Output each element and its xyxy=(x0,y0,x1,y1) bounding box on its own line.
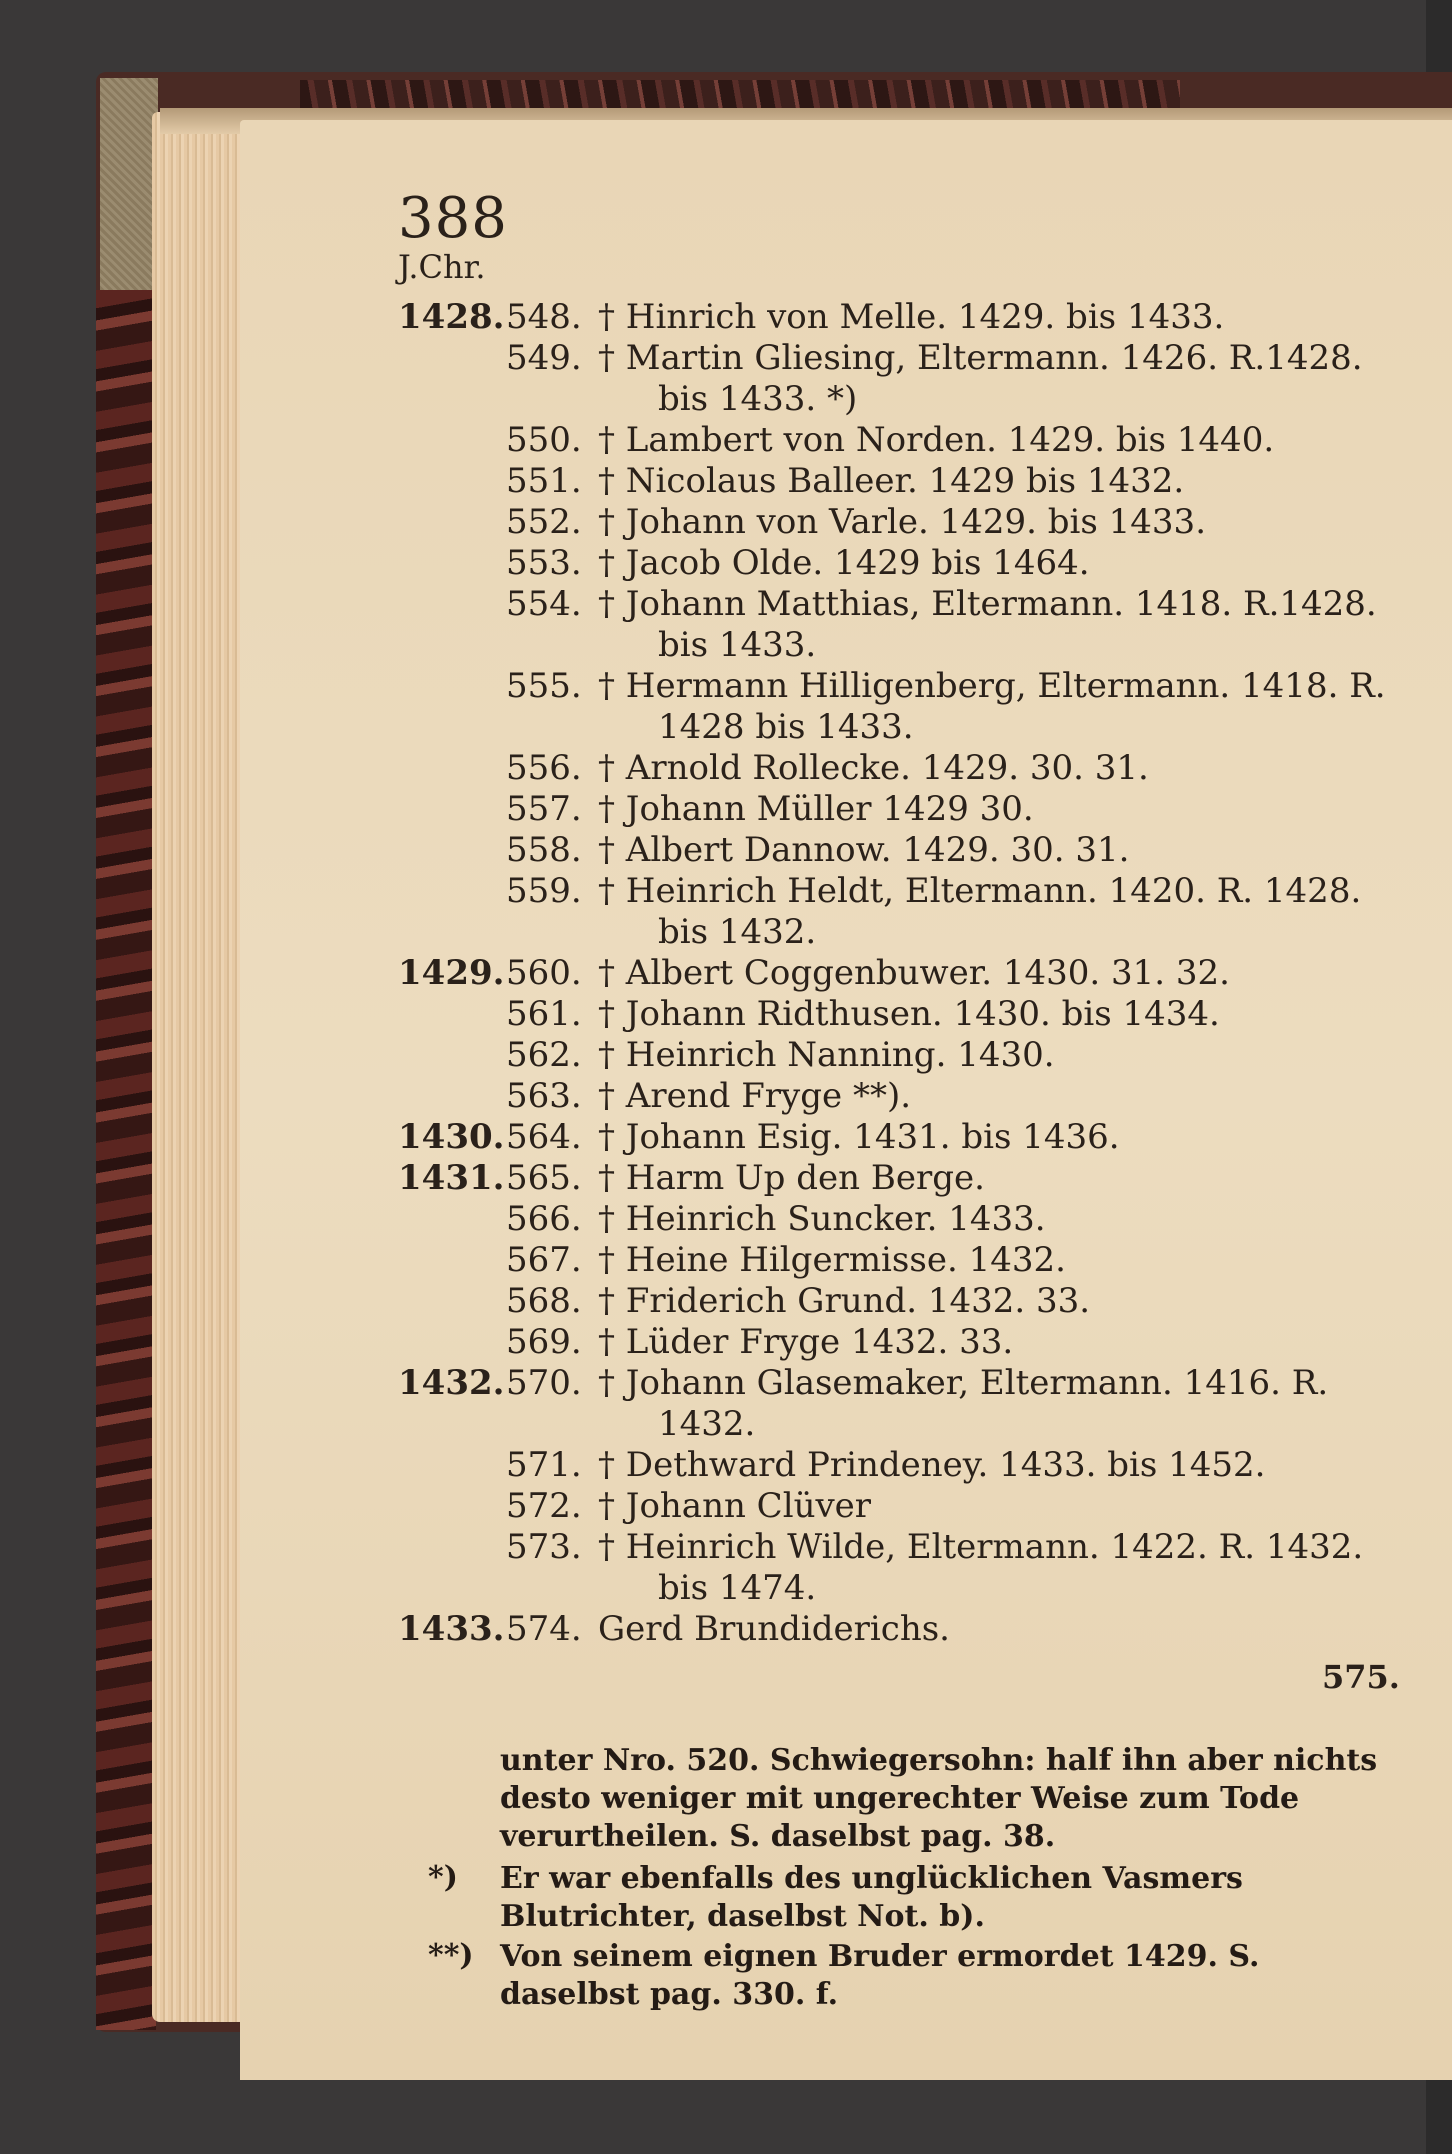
entry-year: 1429. xyxy=(398,953,505,993)
entry-number: 554. xyxy=(506,584,582,624)
entry-text: † Albert Coggenbuwer. 1430. 31. 32. xyxy=(598,953,1230,993)
entry-number: 563. xyxy=(506,1076,582,1116)
entry-year: 1433. xyxy=(398,1609,505,1649)
entry-number: 559. xyxy=(506,871,582,911)
footnote-text: Von seinem eignen Bruder ermordet 1429. S. daselbst pag. 330. f. xyxy=(500,1939,1260,2012)
entry-text: † Albert Dannow. 1429. 30. 31. xyxy=(598,830,1130,870)
entry-year: 1431. xyxy=(398,1158,505,1198)
entry-text: † Heine Hilgermisse. 1432. xyxy=(598,1240,1066,1280)
entry-number: 548. xyxy=(506,297,582,337)
entry-text: † Friderich Grund. 1432. 33. xyxy=(598,1281,1091,1321)
entry-year: 1428. xyxy=(398,297,505,337)
entry-number: 567. xyxy=(506,1240,582,1280)
entry-number: 562. xyxy=(506,1035,582,1075)
entry-text: † Lüder Fryge 1432. 33. xyxy=(598,1322,1014,1362)
entry-text: † Hinrich von Melle. 1429. bis 1433. xyxy=(598,297,1225,337)
entry-continuation: 1432. xyxy=(658,1404,756,1444)
entry-continuation: bis 1433. *) xyxy=(658,379,858,419)
footnote-text: Er war ebenfalls des unglücklichen Vasmers Blutrichter, daselbst Not. b). xyxy=(500,1861,1243,1934)
entry-continuation: bis 1433. xyxy=(658,625,817,665)
entry-number: 551. xyxy=(506,461,582,501)
entry-number: 555. xyxy=(506,666,582,706)
entry-number: 568. xyxy=(506,1281,582,1321)
entry-number: 550. xyxy=(506,420,582,460)
entry-number: 569. xyxy=(506,1322,582,1362)
entry-year: 1430. xyxy=(398,1117,505,1157)
entry-text: † Heinrich Suncker. 1433. xyxy=(598,1199,1046,1239)
entry-text: † Heinrich Nanning. 1430. xyxy=(598,1035,1055,1075)
entry-number: 557. xyxy=(506,789,582,829)
entry-text: † Johann Esig. 1431. bis 1436. xyxy=(598,1117,1120,1157)
entry-number: 553. xyxy=(506,543,582,583)
entry-text: † Heinrich Wilde, Eltermann. 1422. R. 1432. xyxy=(598,1527,1364,1567)
entry-number: 573. xyxy=(506,1527,582,1567)
footnote-text: unter Nro. 520. Schwiegersohn: half ihn aber nichts desto weniger mit ungerechter Weise zum Tode verurtheilen. S. daselbst pag. 38. xyxy=(500,1743,1378,1854)
entry-number: 570. xyxy=(506,1363,582,1403)
entry-number: 560. xyxy=(506,953,582,993)
entry-number: 558. xyxy=(506,830,582,870)
entry-number: 552. xyxy=(506,502,582,542)
entry-text: † Harm Up den Berge. xyxy=(598,1158,985,1198)
entry-text: † Johann Clüver xyxy=(598,1486,872,1526)
entry-number: 571. xyxy=(506,1445,582,1485)
entry-text: † Nicolaus Balleer. 1429 bis 1432. xyxy=(598,461,1185,501)
entry-continuation: bis 1432. xyxy=(658,912,817,952)
entry-text: † Johann Glasemaker, Eltermann. 1416. R. xyxy=(598,1363,1329,1403)
entry-text: † Hermann Hilligenberg, Eltermann. 1418. R. xyxy=(598,666,1386,706)
entry-year: 1432. xyxy=(398,1363,505,1403)
entry-number: 572. xyxy=(506,1486,582,1526)
footnote-mark: *) xyxy=(428,1860,458,1895)
entry-number: 565. xyxy=(506,1158,582,1198)
entry-text: † Johann Müller 1429 30. xyxy=(598,789,1034,829)
entry-number: 574. xyxy=(506,1609,582,1649)
entry-text: † Arnold Rollecke. 1429. 30. 31. xyxy=(598,748,1149,788)
catchword: 575. xyxy=(1322,1658,1400,1696)
entry-text: † Jacob Olde. 1429 bis 1464. xyxy=(598,543,1090,583)
entry-number: 549. xyxy=(506,338,582,378)
entry-text: † Johann von Varle. 1429. bis 1433. xyxy=(598,502,1206,542)
entry-text: † Dethward Prindeney. 1433. bis 1452. xyxy=(598,1445,1266,1485)
entry-text: † Johann Ridthusen. 1430. bis 1434. xyxy=(598,994,1220,1034)
entry-text: † Lambert von Norden. 1429. bis 1440. xyxy=(598,420,1275,460)
era-label: J.Chr. xyxy=(398,248,486,286)
entry-number: 564. xyxy=(506,1117,582,1157)
footnote-mark: **) xyxy=(428,1938,474,1973)
entry-text: † Johann Matthias, Eltermann. 1418. R.1428. xyxy=(598,584,1377,624)
entry-number: 561. xyxy=(506,994,582,1034)
entry-text: † Arend Fryge **). xyxy=(598,1076,912,1116)
entry-continuation: 1428 bis 1433. xyxy=(658,707,914,747)
entry-text: † Heinrich Heldt, Eltermann. 1420. R. 1428. xyxy=(598,871,1362,911)
page-number: 388 xyxy=(398,186,508,251)
entry-text: Gerd Brundiderichs. xyxy=(598,1609,950,1649)
entry-text: † Martin Gliesing, Eltermann. 1426. R.1428. xyxy=(598,338,1363,378)
entry-continuation: bis 1474. xyxy=(658,1568,817,1608)
entry-number: 556. xyxy=(506,748,582,788)
entry-number: 566. xyxy=(506,1199,582,1239)
